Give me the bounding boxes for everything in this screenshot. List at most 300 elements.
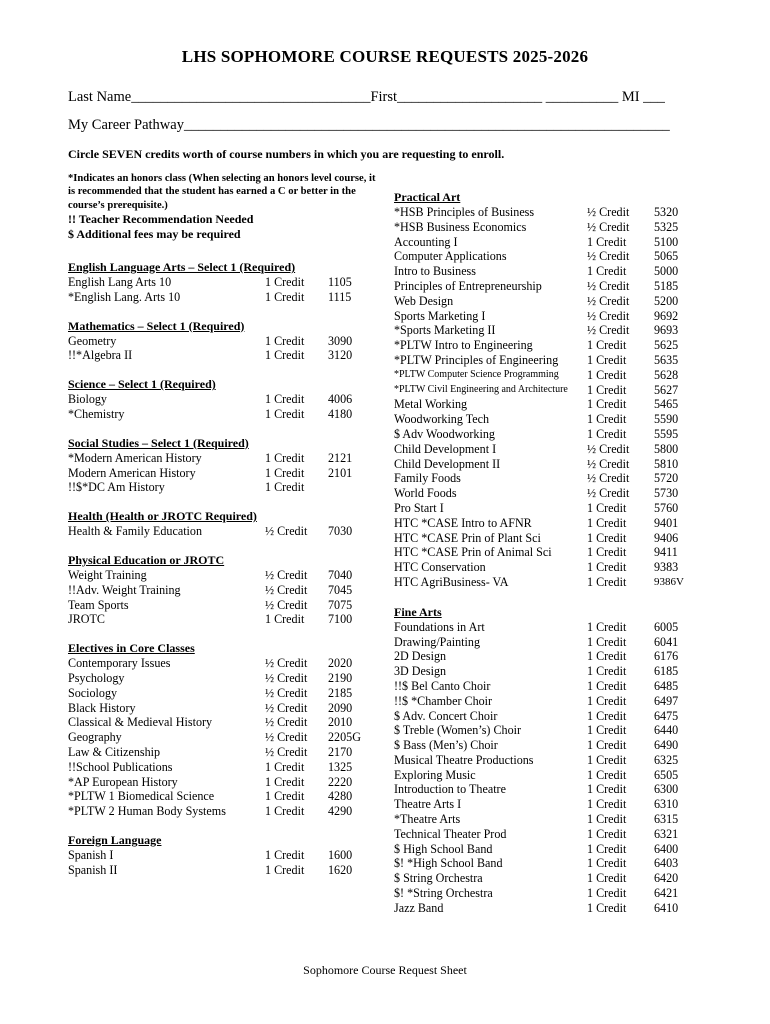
course-name: $! *String Orchestra	[394, 886, 493, 901]
course-credit: ½ Credit	[265, 524, 308, 539]
course-credit: ½ Credit	[587, 323, 630, 338]
course-credit: ½ Credit	[587, 293, 630, 308]
course-number[interactable]: 7045	[328, 582, 353, 597]
course-row	[68, 745, 368, 760]
course-name: Family Foods	[394, 471, 461, 486]
course-credit: 1 Credit	[587, 738, 627, 753]
course-row	[394, 338, 694, 353]
course-number[interactable]: 7030	[328, 524, 353, 539]
course-row	[394, 620, 694, 635]
course-number[interactable]: 6410	[654, 900, 679, 915]
course-number[interactable]: 5625	[654, 338, 679, 353]
course-row	[68, 451, 368, 466]
course-row	[68, 334, 368, 349]
course-name: Child Development I	[394, 441, 497, 456]
course-number[interactable]: 2101	[328, 465, 353, 480]
course-credit: 1 Credit	[587, 367, 627, 382]
course-number[interactable]: 6315	[654, 812, 679, 827]
course-row	[394, 353, 694, 368]
course-credit: ½ Credit	[265, 656, 308, 671]
course-name: $ Treble (Women’s) Choir	[394, 723, 522, 738]
course-row	[68, 686, 368, 701]
course-number[interactable]: 5635	[654, 352, 679, 367]
course-number[interactable]: 4280	[328, 789, 353, 804]
course-credit: ½ Credit	[265, 715, 308, 730]
course-name: Sports Marketing I	[394, 308, 486, 323]
course-number[interactable]: 6300	[654, 782, 679, 797]
course-credit: 1 Credit	[587, 382, 627, 397]
course-number[interactable]: 6321	[654, 826, 679, 841]
course-name: Sociology	[68, 685, 118, 700]
course-row	[68, 598, 368, 613]
course-row	[394, 575, 694, 590]
career-pathway-label: My Career Pathway	[68, 117, 184, 133]
course-row	[68, 275, 368, 290]
course-row	[394, 842, 694, 857]
course-credit: 1 Credit	[587, 767, 627, 782]
course-number[interactable]: 6005	[654, 619, 679, 634]
course-row	[394, 220, 694, 235]
course-credit: ½ Credit	[265, 730, 308, 745]
course-name: Theatre Arts I	[394, 797, 462, 812]
course-row	[394, 545, 694, 560]
course-name: Intro to Business	[394, 264, 476, 279]
course-number[interactable]: 9383	[654, 560, 679, 575]
course-credit: 1 Credit	[587, 678, 627, 693]
course-credit: ½ Credit	[587, 219, 630, 234]
course-section	[68, 833, 368, 878]
course-number[interactable]: 9401	[654, 515, 679, 530]
course-name: Modern American History	[68, 465, 196, 480]
course-row	[394, 205, 694, 220]
course-credit: 1 Credit	[587, 797, 627, 812]
course-name: Accounting I	[394, 234, 458, 249]
course-row	[394, 294, 694, 309]
course-number[interactable]: 5000	[654, 264, 679, 279]
course-number[interactable]: 5185	[654, 278, 679, 293]
course-credit: 1 Credit	[587, 841, 627, 856]
honors-note: *Indicates an honors class (When selecting an honors level course, it is recommended that the student has earned a C or better in the course’s prerequisite.)	[68, 173, 376, 211]
course-row	[394, 560, 694, 575]
course-name: HTC *CASE Prin of Animal Sci	[394, 545, 552, 560]
last-name-label: Last Name	[68, 89, 132, 105]
course-section	[68, 260, 368, 305]
course-section	[394, 190, 694, 590]
course-section	[68, 319, 368, 364]
course-credit: ½ Credit	[265, 670, 308, 685]
section-title: Social Studies – Select 1 (Required)	[68, 435, 249, 450]
instruction-text: Circle SEVEN credits worth of course numbers in which you are requesting to enroll.	[68, 147, 505, 161]
course-credit: 1 Credit	[265, 275, 305, 289]
course-row	[394, 427, 694, 442]
course-row	[394, 679, 694, 694]
course-credit: 1 Credit	[265, 465, 305, 480]
footer-text: Sophomore Course Request Sheet	[303, 963, 467, 977]
course-number[interactable]: 2090	[328, 700, 353, 715]
course-row	[68, 789, 368, 804]
course-credit: ½ Credit	[265, 685, 308, 700]
course-row	[394, 486, 694, 501]
course-credit: 1 Credit	[587, 338, 627, 353]
course-row	[68, 701, 368, 716]
course-name: Classical & Medieval History	[68, 715, 213, 730]
mi-field[interactable]: ___	[643, 89, 665, 105]
course-name: HTC *CASE Intro to AFNR	[394, 515, 532, 530]
course-row	[394, 768, 694, 783]
course-credit: 1 Credit	[265, 406, 305, 421]
course-number[interactable]: 5810	[654, 456, 679, 471]
course-row	[394, 649, 694, 664]
course-row	[394, 249, 694, 264]
section-title: Foreign Language	[68, 832, 162, 847]
course-name: *Sports Marketing II	[394, 323, 496, 338]
course-credit: 1 Credit	[587, 412, 627, 427]
course-name: Contemporary Issues	[68, 656, 171, 671]
course-row	[394, 797, 694, 812]
course-number[interactable]: 5325	[654, 219, 679, 234]
course-number[interactable]: 5800	[654, 441, 679, 456]
course-number[interactable]: 5760	[654, 500, 679, 515]
course-credit: ½ Credit	[587, 456, 630, 471]
career-pathway-line	[68, 117, 670, 134]
course-name: !!Adv. Weight Training	[68, 582, 181, 597]
course-name: $ String Orchestra	[394, 871, 483, 886]
course-row	[68, 804, 368, 819]
course-name: *PLTW 1 Biomedical Science	[68, 789, 215, 804]
course-number[interactable]: 5200	[654, 293, 679, 308]
course-section	[68, 436, 368, 495]
course-number[interactable]: 6310	[654, 797, 679, 812]
course-credit: 1 Credit	[587, 900, 627, 915]
teacher-recommendation-note: !! Teacher Recommendation Needed	[68, 211, 254, 226]
course-row	[68, 656, 368, 671]
course-credit: 1 Credit	[587, 397, 627, 412]
course-credit: 1 Credit	[587, 826, 627, 841]
course-number[interactable]: 6176	[654, 649, 679, 664]
course-name: Web Design	[394, 293, 454, 308]
page-title: LHS SOPHOMORE COURSE REQUESTS 2025-2026	[181, 47, 589, 66]
course-number[interactable]: 6421	[654, 886, 679, 901]
course-name: !!*Algebra II	[68, 348, 133, 363]
course-row	[68, 348, 368, 363]
course-number[interactable]: 9693	[654, 323, 679, 338]
course-number[interactable]: 5628	[654, 367, 679, 382]
course-number[interactable]: 4290	[328, 804, 353, 819]
course-number[interactable]: 3120	[328, 348, 353, 363]
course-credit: 1 Credit	[587, 812, 627, 827]
course-number[interactable]: 2121	[328, 450, 353, 465]
course-row	[68, 568, 368, 583]
last-name-field[interactable]: _________________________________	[131, 89, 371, 105]
course-row	[394, 264, 694, 279]
course-number[interactable]: 9386V	[654, 575, 684, 588]
course-credit: 1 Credit	[587, 782, 627, 797]
course-row	[394, 442, 694, 457]
course-name: *English Lang. Arts 10	[68, 289, 181, 304]
course-credit: 1 Credit	[587, 264, 627, 279]
course-number[interactable]: 1115	[328, 289, 352, 304]
course-number[interactable]: 5720	[654, 471, 679, 486]
course-row	[394, 664, 694, 679]
course-credit: 1 Credit	[587, 871, 627, 886]
course-name: *Theatre Arts	[394, 812, 461, 827]
course-name: Geometry	[68, 333, 117, 348]
course-row	[68, 760, 368, 775]
course-number[interactable]: 2020	[328, 656, 353, 671]
course-name: Biology	[68, 392, 107, 407]
course-number[interactable]: 5595	[654, 426, 679, 441]
course-name: *HSB Principles of Business	[394, 205, 535, 219]
course-number[interactable]: 9411	[654, 545, 678, 560]
course-row	[68, 612, 368, 627]
course-name: *PLTW Computer Science Programming	[394, 368, 559, 380]
course-number[interactable]: 6440	[654, 723, 679, 738]
course-name: !!$ Bel Canto Choir	[394, 678, 491, 693]
course-name: *PLTW Civil Engineering and Architecture	[394, 383, 568, 395]
course-credit: 1 Credit	[587, 856, 627, 871]
course-name: Psychology	[68, 670, 125, 685]
course-name: Team Sports	[68, 597, 129, 612]
course-row	[68, 583, 368, 598]
course-number[interactable]: 7100	[328, 612, 353, 627]
course-name: *Chemistry	[68, 406, 125, 421]
first-name-label: First	[370, 89, 398, 105]
section-title: Fine Arts	[394, 604, 442, 619]
course-number[interactable]: 5590	[654, 412, 679, 427]
course-row	[68, 466, 368, 481]
course-credit: 1 Credit	[265, 392, 305, 407]
course-row	[394, 309, 694, 324]
course-row	[394, 886, 694, 901]
course-credit: ½ Credit	[587, 308, 630, 323]
course-row	[394, 723, 694, 738]
course-row	[394, 738, 694, 753]
course-number[interactable]: 2205G	[328, 730, 361, 745]
course-row	[394, 412, 694, 427]
course-credit: 1 Credit	[587, 886, 627, 901]
course-row	[394, 827, 694, 842]
course-number[interactable]: 1105	[328, 275, 352, 289]
course-section	[68, 509, 368, 539]
course-name: Computer Applications	[394, 249, 507, 264]
course-number[interactable]: 5627	[654, 382, 679, 397]
course-name: 3D Design	[394, 664, 447, 679]
course-row	[68, 863, 368, 878]
course-number[interactable]: 6485	[654, 678, 679, 693]
course-row	[394, 397, 694, 412]
course-number[interactable]: 2170	[328, 744, 353, 759]
course-number[interactable]: 6420	[654, 871, 679, 886]
course-credit: ½ Credit	[265, 582, 308, 597]
course-row	[394, 753, 694, 768]
course-number[interactable]: 2185	[328, 685, 353, 700]
course-name: Musical Theatre Productions	[394, 752, 534, 767]
mi-label: MI	[621, 89, 640, 105]
course-number[interactable]: 6490	[654, 738, 679, 753]
career-pathway-field[interactable]: ___________________________________________________________________	[183, 117, 670, 133]
course-name: Principles of Entrepreneurship	[394, 278, 542, 293]
course-number[interactable]: 2190	[328, 670, 353, 685]
course-name: HTC AgriBusiness- VA	[394, 574, 509, 589]
course-number[interactable]: 7075	[328, 597, 353, 612]
course-number[interactable]: 1325	[328, 759, 353, 774]
course-credit: 1 Credit	[587, 708, 627, 723]
course-credit: 1 Credit	[265, 759, 305, 774]
course-name: *HSB Business Economics	[394, 219, 527, 234]
course-name: !!$*DC Am History	[68, 480, 165, 495]
course-credit: 1 Credit	[265, 847, 305, 862]
course-credit: 1 Credit	[265, 450, 305, 465]
course-credit: ½ Credit	[587, 441, 630, 456]
course-number[interactable]: 6041	[654, 634, 679, 649]
course-name: Spanish I	[68, 847, 114, 862]
first-name-field[interactable]: ____________________ __________	[397, 89, 619, 105]
course-row	[394, 635, 694, 650]
course-credit: 1 Credit	[587, 619, 627, 634]
course-credit: ½ Credit	[587, 486, 630, 501]
course-row	[394, 457, 694, 472]
course-credit: 1 Credit	[587, 515, 627, 530]
course-number[interactable]: 6505	[654, 767, 679, 782]
course-number[interactable]: 6475	[654, 708, 679, 723]
course-credit: 1 Credit	[265, 774, 305, 789]
course-credit: ½ Credit	[587, 249, 630, 264]
course-name: Child Development II	[394, 456, 501, 471]
left-course-column	[68, 260, 368, 878]
course-section	[68, 377, 368, 422]
course-name: Weight Training	[68, 567, 147, 582]
course-name: Foundations in Art	[394, 619, 485, 634]
course-credit: 1 Credit	[587, 574, 627, 589]
course-name: HTC Conservation	[394, 560, 486, 575]
course-credit: 1 Credit	[265, 804, 305, 819]
course-credit: ½ Credit	[587, 471, 630, 486]
course-row	[68, 290, 368, 305]
course-row	[68, 671, 368, 686]
course-name: English Lang Arts 10	[68, 275, 172, 289]
course-name: $! *High School Band	[394, 856, 503, 871]
course-number[interactable]: 1620	[328, 862, 353, 877]
course-row	[68, 775, 368, 790]
course-section	[394, 605, 694, 916]
course-name: Technical Theater Prod	[394, 826, 507, 841]
course-row	[68, 730, 368, 745]
course-number[interactable]: 6400	[654, 841, 679, 856]
course-credit: 1 Credit	[587, 426, 627, 441]
course-number[interactable]: 4180	[328, 406, 353, 421]
course-section	[68, 641, 368, 819]
course-name: Exploring Music	[394, 767, 476, 782]
course-credit: 1 Credit	[265, 480, 305, 495]
course-row	[394, 782, 694, 797]
additional-fees-note: $ Additional fees may be required	[68, 226, 241, 241]
course-number[interactable]: 3090	[328, 333, 353, 348]
course-name: 2D Design	[394, 649, 447, 664]
course-number[interactable]: 6403	[654, 856, 679, 871]
course-name: $ Bass (Men’s) Choir	[394, 738, 498, 753]
course-number[interactable]: 5320	[654, 205, 679, 219]
course-credit: 1 Credit	[587, 752, 627, 767]
course-number[interactable]: 5100	[654, 234, 679, 249]
course-credit: 1 Credit	[587, 634, 627, 649]
course-name: Health & Family Education	[68, 524, 203, 539]
section-title: English Language Arts – Select 1 (Required)	[68, 260, 296, 274]
course-row	[394, 279, 694, 294]
course-credit: 1 Credit	[587, 723, 627, 738]
section-title: Science – Select 1 (Required)	[68, 377, 216, 392]
course-name: Jazz Band	[394, 900, 444, 915]
course-credit: 1 Credit	[587, 664, 627, 679]
course-name: Law & Citizenship	[68, 744, 161, 759]
course-number[interactable]: 5065	[654, 249, 679, 264]
course-section	[68, 553, 368, 627]
course-number[interactable]: 4006	[328, 392, 353, 407]
course-name: *PLTW Intro to Engineering	[394, 338, 533, 353]
course-row	[394, 501, 694, 516]
course-credit: ½ Credit	[265, 597, 308, 612]
course-credit: 1 Credit	[587, 560, 627, 575]
course-name: Drawing/Painting	[394, 634, 480, 649]
course-credit: ½ Credit	[587, 278, 630, 293]
course-row	[394, 383, 694, 398]
legend	[68, 172, 378, 242]
course-name: *Modern American History	[68, 450, 202, 465]
course-name: Woodworking Tech	[394, 412, 490, 427]
course-name: *PLTW 2 Human Body Systems	[68, 804, 226, 819]
course-credit: 1 Credit	[587, 649, 627, 664]
course-credit: 1 Credit	[587, 545, 627, 560]
course-credit: 1 Credit	[587, 234, 627, 249]
course-credit: 1 Credit	[265, 348, 305, 363]
section-title: Electives in Core Classes	[68, 641, 195, 656]
course-credit: 1 Credit	[587, 530, 627, 545]
course-number[interactable]: 2220	[328, 774, 353, 789]
course-name: *AP European History	[68, 774, 178, 789]
course-name: $ Adv Woodworking	[394, 426, 495, 441]
course-number[interactable]: 6497	[654, 693, 679, 708]
course-name: $ Adv. Concert Choir	[394, 708, 498, 723]
course-name: *PLTW Principles of Engineering	[394, 352, 559, 367]
course-row	[394, 812, 694, 827]
section-title: Health (Health or JROTC Required)	[68, 509, 257, 524]
course-number[interactable]: 5465	[654, 397, 679, 412]
course-credit: 1 Credit	[587, 500, 627, 515]
course-name: Pro Start I	[394, 500, 444, 515]
course-row	[394, 531, 694, 546]
course-number[interactable]: 9406	[654, 530, 679, 545]
course-credit: 1 Credit	[265, 862, 305, 877]
course-number[interactable]: 6185	[654, 664, 679, 679]
course-name: !!School Publications	[68, 759, 173, 774]
course-number[interactable]: 9692	[654, 308, 679, 323]
course-number[interactable]: 5730	[654, 486, 679, 501]
course-number[interactable]: 2010	[328, 715, 353, 730]
section-title: Practical Art	[394, 190, 461, 204]
course-name: Introduction to Theatre	[394, 782, 506, 797]
course-credit: 1 Credit	[265, 289, 305, 304]
course-number[interactable]: 6325	[654, 752, 679, 767]
course-name: $ High School Band	[394, 841, 493, 856]
course-name: Spanish II	[68, 862, 118, 877]
course-name: Geography	[68, 730, 122, 745]
course-credit: 1 Credit	[265, 789, 305, 804]
course-credit: ½ Credit	[265, 744, 308, 759]
section-title: Physical Education or JROTC	[68, 552, 225, 567]
course-credit: 1 Credit	[265, 612, 305, 627]
course-row	[68, 524, 368, 539]
course-number[interactable]: 1600	[328, 847, 353, 862]
course-number[interactable]: 7040	[328, 567, 353, 582]
